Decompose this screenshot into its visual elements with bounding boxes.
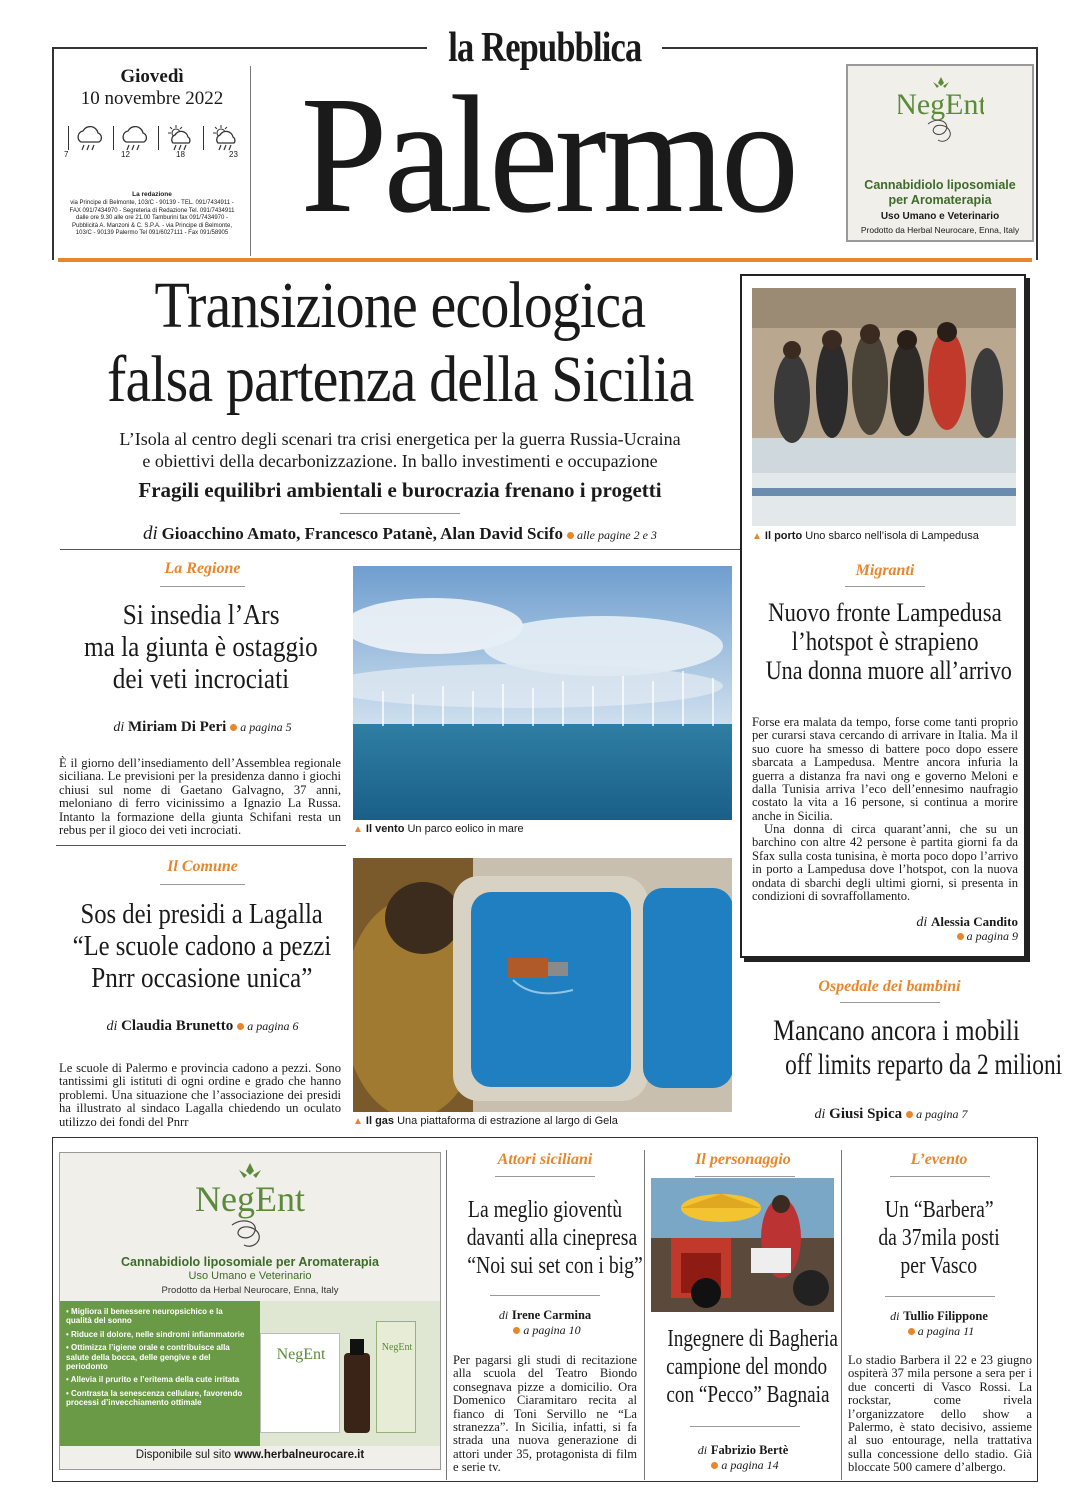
byline-divider [490,1295,600,1296]
lead-subtitle-line1: L’Isola al centro degli scenari tra crisi energetica per la guerra Russia-Ucraina [119,429,681,449]
top-ad-line4: Prodotto da Herbal Neurocare, Enna, Italy [860,225,1020,235]
migranti-h3[interactable]: Una donna muore all’arrivo [765,656,1012,685]
regione-kicker: La Regione [164,560,241,577]
cannabis-leaf-icon [898,74,984,149]
ospedale-byline: di Giusi Spica a pagina 7 [814,1106,968,1122]
info-divider [250,66,251,256]
weather-slot: 18 [154,122,199,160]
lead-divider [340,513,460,514]
regione-byline: di Miriam Di Peri a pagina 5 [113,719,292,735]
regione-body: È il giorno dell’insediamento dell’Assemblea regionale siciliana. Le previsioni per la presidenza danno i giochi chiusi sul nome di Gaetano Galvagno, 37 anni, meloniano di ferro vicinissimo a Ignazio La Russa. Intanto la formazione della giunta Schifani resta un rebus per il gioco dei veti incrociati. [59,756,341,838]
date-full: 10 novembre 2022 [80,88,224,109]
cannabis-leaf-icon [190,1161,310,1256]
bullet-item: • Migliora il benessere neuropsichico e la qualità del sonno [66,1307,223,1326]
personaggio-h2[interactable]: campione del mondo [666,1354,828,1380]
bullet-item: • Riduce il dolore, nelle sindromi infiammatorie [66,1329,245,1339]
redazione-title: La redazione [132,191,172,198]
attori-h1[interactable]: La meglio gioventù [467,1197,623,1223]
personaggio-page: a pagina 14 [650,1457,836,1474]
kicker-underline [160,884,245,885]
bottle-cap [350,1339,364,1355]
personaggio-byline: di Fabrizio Bertè [697,1443,789,1457]
top-ad-box[interactable] [846,64,1034,242]
kicker-underline [845,586,925,587]
gas-platform-photo[interactable] [353,858,732,1112]
bottom-ad-box[interactable] [59,1152,441,1470]
kicker-underline [160,586,245,587]
regione-h3[interactable]: dei veti incrociati [112,664,290,695]
ad-logo-text: NegEnt [898,88,984,121]
bottom-rule [52,1137,1038,1138]
personaggio-h3[interactable]: con “Pecco” Bagnaia [666,1382,830,1408]
frame-left [52,48,54,260]
spray-bottle-logo: NegEnt [381,1342,413,1353]
motogp-photo[interactable] [651,1178,834,1312]
column-rule [56,845,346,846]
kicker-underline [495,1176,595,1177]
byline-divider [885,1296,995,1297]
lead-title-line2[interactable]: falsa partenza della Sicilia [106,343,694,416]
lead-byline: di Gioacchino Amato, Francesco Patanè, Alan David Scifo alle pagine 2 e 3 [143,523,657,544]
bullet-item: • Ottimizza l’igiene orale e contribuisce alla salute della bocca, delle gengive e del periodonto [66,1343,230,1372]
evento-h1[interactable]: Un “Barbera” [884,1197,994,1223]
attori-kicker: Attori siciliani [497,1151,593,1168]
regione-h1[interactable]: Si insedia l’Ars [122,600,280,631]
top-ad-line3: Uso Umano e Veterinario [880,211,1000,222]
top-ad-line2: per Aromaterapia [888,193,992,207]
migranti-body1: Forse era malata da tempo, forse come tanti proprio per curarsi stava cercando di arrivare in Italia. Ma il suo cuore ha smesso di battere poco dopo essere sbarcata a Lampedusa. Mentre ancora infuria la guerra a distanza fra navi ong e governo Meloni e dalla Tunisia arriva l’eco dell’ennesimo naufragio costato la vita a 16 persone, si continua a morire anche in Sicilia. [752,715,1018,823]
migranti-h2[interactable]: l’hotspot è strapieno [791,627,979,656]
weather-slot: 12 [109,122,154,160]
attori-body: Per pagarsi gli studi di recitazione alla scuola del Teatro Biondo consegnava pizze a domicilio. Ora Domenico Ciaramitaro recita al fianco di Toni Servillo ne “La stranezza”. In Sicilia, infatti, si fa strada una nuova generazione di attori under 35, protagonista di film e serie tv. [453,1353,637,1475]
accent-bar [58,258,1032,262]
byline-divider [690,1426,800,1427]
product-box-image [260,1333,340,1433]
edition-title: Palermo [300,62,795,248]
ad-logo-text: NegEnt [195,1179,305,1219]
comune-kicker: Il Comune [167,858,238,875]
bullet-item: • Allevia il prurito e l’eritema della cute irritata [66,1375,240,1385]
bottom-ad-footer: Disponibile sul sito www.herbalneurocare.it [135,1449,365,1461]
wind-caption: ▲ Il vento Un parco eolico in mare [353,823,524,835]
bottom-ad-title: Cannabidiolo liposomiale per Aromaterapia [121,1255,379,1269]
frame-right [1036,48,1038,260]
regione-h2[interactable]: ma la giunta è ostaggio [84,632,318,663]
attori-page: a pagina 10 [452,1322,638,1339]
migranti-page: a pagina 9 [752,928,1018,945]
date-day: Giovedì [120,66,184,87]
masthead-rule-left [52,47,427,49]
gas-caption: ▲ Il gas Una piattaforma di estrazione al largo di Gela [353,1115,618,1127]
bullet-item: • Contrasta la senescenza cellulare, favorendo processi d’invecchiamento ottimale [66,1388,243,1408]
lead-title-line1[interactable]: Transizione ecologica [154,269,646,342]
col-divider [446,1150,447,1480]
attori-h2[interactable]: davanti alla cinepresa [466,1225,638,1251]
dropper-bottle-image [344,1353,370,1433]
wind-farm-photo[interactable] [353,566,732,820]
personaggio-h1[interactable]: Ingegnere di Bagheria [667,1326,838,1352]
migranti-byline: di Alessia Candito [916,914,1018,930]
comune-h1[interactable]: Sos dei presidi a Lagalla [80,899,324,930]
ad-url-link[interactable]: www.herbalneurocare.it [234,1449,365,1461]
lampedusa-caption: ▲ Il porto Uno sbarco nell’isola di Lampedusa [752,530,979,542]
evento-h2[interactable]: da 37mila posti [878,1225,1000,1251]
frame-bottom-right [1037,1137,1038,1482]
migranti-h1[interactable]: Nuovo fronte Lampedusa [768,598,1002,627]
frame-bottom-left [52,1137,53,1482]
migranti-kicker: Migranti [855,562,915,579]
lead-bottom-rule [60,549,740,550]
lampedusa-photo[interactable] [752,288,1016,526]
ospedale-kicker: Ospedale dei bambini [818,978,961,995]
sun-cloud-rain-icon [209,124,241,152]
redazione-text: via Principe di Belmonte, 103/C - 90139 - TEL. 091/7434911 - FAX 091/7434970 - Segreteria di Redazione Tel. 091/7434911 dalle ore 9.30 alle ore 21.00 Tamburini fax 091/7434970 - Pubblicità A. Manzoni & C. S.P.A. - via Principe di Belmonte, 103/C - 90139 Palermo Tel 091/6027111 - Fax 091/58905 [69,200,235,237]
kicker-underline [890,1176,990,1177]
sun-cloud-rain-icon [164,124,196,152]
bottom-ad-sub: Uso Umano e Veterinario [188,1270,312,1282]
bottom-ad-bullets [66,1307,246,1408]
comune-body: Le scuole di Palermo e provincia cadono a pezzi. Sono tantissimi gli istituti di ogni ordine e grado che hanno problemi. Una situazione che l’associazione dei presidi ha illustrato al sindaco Lagalla chiedendo un oculato utilizzo dei fondi del Pnrr [59,1061,341,1129]
kicker-underline [840,1002,940,1003]
product-box-logo: NegEnt [276,1346,326,1363]
ospedale-h2[interactable]: off limits reparto da 2 milioni [785,1048,1063,1081]
evento-h3[interactable]: per Vasco [900,1253,978,1279]
evento-byline: di Tullio Filippone [890,1309,988,1323]
lead-deck: Fragili equilibri ambientali e burocrazia frenano i progetti [138,478,662,502]
comune-h2[interactable]: “Le scuole cadono a pezzi [72,931,332,962]
top-ad-line1: Cannabidiolo liposomiale [864,178,1016,192]
kicker-underline [695,1176,795,1177]
evento-kicker: L’evento [910,1151,968,1168]
attori-byline: di Irene Carmina [498,1308,592,1322]
page-bottom-rule [52,1481,1038,1482]
attori-h3[interactable]: “Noi sui set con i big” [467,1253,643,1279]
comune-byline: di Claudia Brunetto a pagina 6 [106,1018,299,1034]
weather-slot: 23 [199,122,244,160]
spray-bottle-image [376,1321,416,1433]
migranti-body2: Una donna di circa quarant’anni, che su un barchino con altre 42 persone è partita giorni fa da Sfax sulla costa tunisina, è morta poco dopo l’arrivo in porto a Lampedusa dove l’hotspot, con la nuova ondata di sbarchi degli ultimi giorni, si presenta in condizioni di sovraffollamento. [752,822,1018,904]
ospedale-h1[interactable]: Mancano ancora i mobili [773,1014,1020,1047]
evento-body: Lo stadio Barbera il 22 e 23 giugno ospiterà 37 mila persone a sera per i due concerti di Vasco Rossi. La rockstar, come rivela l’organizzatore dello show a Palermo, è stato decisivo, assieme al suo entourage, nella trattativa sulla concessione dello stadio. Già bloccate 500 camere d’albergo. [848,1353,1032,1475]
rain-cloud-icon [119,126,151,152]
weather-strip [64,122,244,160]
brand-logo[interactable]: la Repubblica [448,25,642,71]
comune-h3[interactable]: Pnrr occasione unica” [91,963,313,994]
lead-subtitle-line2: e obiettivi della decarbonizzazione. In ballo investimenti e occupazione [142,451,658,471]
col-divider [644,1150,645,1480]
bottom-ad-producer: Prodotto da Herbal Neurocare, Enna, Italy [161,1285,339,1296]
masthead-rule-right [662,47,1038,49]
weather-slot: 7 [64,122,109,160]
rain-cloud-icon [74,126,106,152]
personaggio-kicker: Il personaggio [695,1151,791,1168]
evento-page: a pagina 11 [846,1323,1032,1340]
